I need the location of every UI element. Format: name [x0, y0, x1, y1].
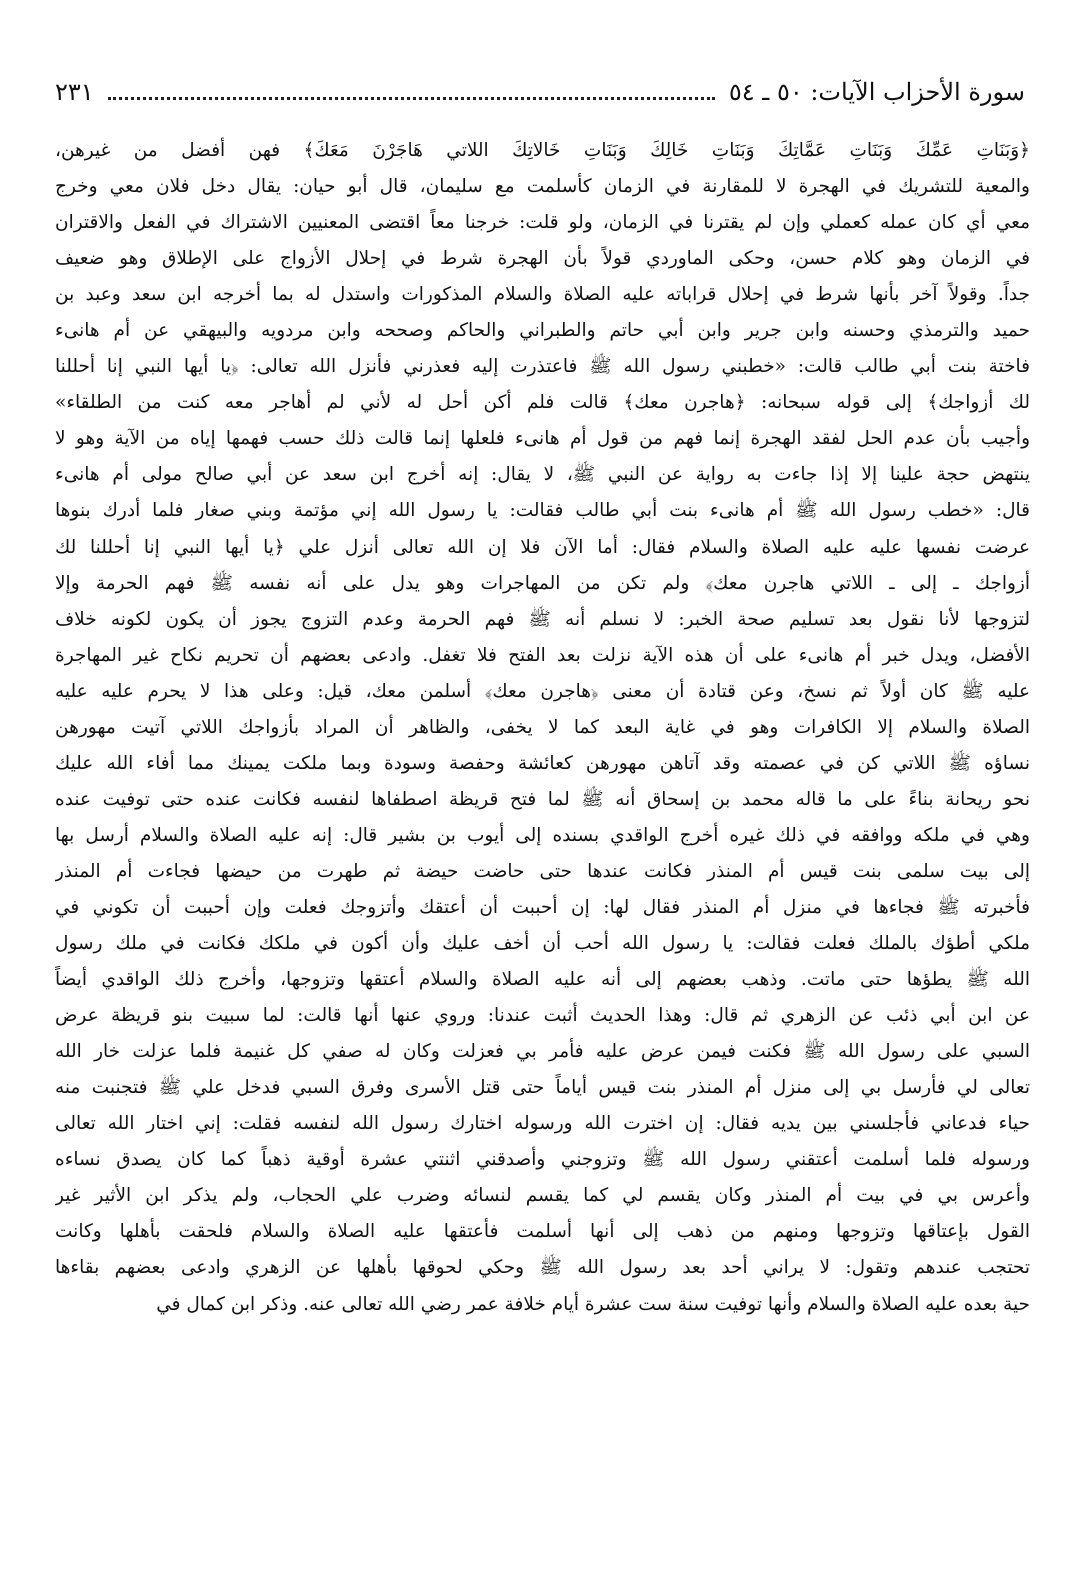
text-line: أزواجك ـ إلى ـ اللاتي هاجرن معك﴾ ولم تكن من المهاجرات وهو يدل على أنه نفسه ﷺ فهم الحرمة وإلا — [55, 572, 1030, 594]
text-line: لتزوجها لأنا نقول بعد تسليم صحة الخبر: لا نسلم أنه ﷺ فهم الحرمة وعدم التزوج يجوز أن يكون لكونه خلاف — [55, 608, 1030, 630]
text-line: فأخبرته ﷺ فجاءها في منزل أم المنذر فقال لها: إن أحببت أن أعتقك وأتزوجك فعلت وإن أحببت أن تكوني في — [55, 896, 1030, 918]
text-line: فاختة بنت أبي طالب قالت: «خطبني رسول الله ﷺ فاعتذرت إليه فعذرني فأنزل الله تعالى: ﴿يا أيها النبي إنا أحللنا — [55, 356, 1030, 378]
text-line: الصلاة والسلام إلا الكافرات وهو في غاية البعد كما لا يخفى، والظاهر أن المراد بأزواجك اللاتي آتيت مهورهن — [55, 716, 1030, 738]
text-line: في الزمان وهو كلام حسن، وحكى الماوردي قولاً بأن الهجرة شرط في إحلال الأزواج على الإطلاق وهو ضعيف — [55, 248, 1030, 270]
text-line: تحتجب عندهم وتقول: لا يراني أحد بعد رسول الله ﷺ وحكي لحوقها بأهلها عن الزهري وادعى بعضهم بقاءها — [55, 1257, 1030, 1279]
text-line: معي أي كان عمله كعملي وإن لم يقترنا في الزمان، ولو قلت: خرجنا معاً اقتضى المعنيين الاشتراك في الفعل والاقتران — [55, 212, 1030, 234]
text-line: جداً. وقولاً آخر بأنها شرط في إحلال قراباته عليه الصلاة والسلام المذكورات واستدل له بما أخرجه ابن سعد وعبد بن — [55, 284, 1030, 306]
text-line: وهي في ملكه ووافقه في ذلك غيره أخرج الواقدي بسنده إلى أيوب بن بشير قال: إنه عليه الصلاة والسلام أرسل بها — [55, 824, 1030, 846]
text-line: عليه ﷺ كان أولاً ثم نسخ، وعن قتادة أن معنى ﴿هاجرن معك﴾ أسلمن معك، قيل: وعلى هذا لا يحرم عليه عليه — [55, 680, 1030, 702]
text-line: ينتهض حجة علينا إلا إذا جاءت به رواية عن النبي ﷺ، لا يقال: إنه أخرج ابن سعد عن أبي صالح مولى أم هانىء — [55, 464, 1030, 486]
surah-title: سورة الأحزاب الآيات: ٥٠ ـ ٥٤ — [728, 78, 1025, 106]
text-line: عرضت نفسها عليه عليه الصلاة والسلام فقال: أما الآن فلا إن الله تعالى أنزل علي ﴿يا أيها النبي إنا أحللنا لك — [55, 536, 1030, 558]
text-line: الله ﷺ يطؤها حتى ماتت. وذهب بعضهم إلى أنه عليه الصلاة والسلام أعتقها وتزوجها، وأخرج ذلك الواقدي أيضاً — [55, 969, 1030, 991]
text-line: حميد والترمذي وحسنه وابن جرير وابن أبي حاتم والطبراني والحاكم وصححه وابن مردويه والبيهقي عن أم هانىء — [55, 320, 1030, 342]
text-line: تعالى لي فأرسل بي إلى منزل أم المنذر بنت قيس أياماً حتى قتل الأسرى وفرق السبي فدخل علي ﷺ فتجنبت منه — [55, 1077, 1030, 1099]
commentary-body — [55, 133, 1030, 1323]
text-line: نحو ريحانة بناءً على ما قاله محمد بن إسحاق أنه ﷺ لما فتح قريظة اصطفاها لنفسه فكانت عنده حتى توفيت عنده — [55, 788, 1030, 810]
text-line: القول بإعتاقها وتزوجها ومنهم من ذهب إلى أنها أسلمت فأعتقها عليه الصلاة والسلام فلحقت بأهلها وكانت — [55, 1221, 1030, 1243]
text-line: ورسوله فلما أسلمت أعتقني رسول الله ﷺ وتزوجني وأصدقني اثنتي عشرة أوقية ذهباً كما كان يصدق نساءه — [55, 1149, 1030, 1171]
text-line: قال: «خطب رسول الله ﷺ أم هانىء بنت أبي طالب فقالت: يا رسول الله إني مؤتمة وبني صغار فلما أدرك بنوها — [55, 500, 1030, 522]
page-number: ٢٣١ — [55, 78, 94, 106]
text-line: نساؤه ﷺ اللاتي كن في عصمته وقد آتاهن مهورهن كعائشة وحفصة وسودة وبما ملكت يمينك مما أفاء الله عليك — [55, 752, 1030, 774]
text-line: الأفضل، ويدل خبر أم هانىء على أن هذه الآية نزلت بعد الفتح فلا تغفل. وادعى بعضهم أن تحريم نكاح غير المهاجرة — [55, 644, 1030, 666]
leader-dots — [108, 97, 715, 100]
text-line: إلى بيت سلمى بنت قيس أم المنذر فكانت عندها حتى حاضت حيضة ثم طهرت من حيضها فجاءت أم المنذر — [55, 860, 1030, 882]
text-line: ملكي أطؤك بالملك فعلت فقالت: يا رسول الله أحب أن أخف عليك وأن أكون في ملكك فكانت في ملك رسول — [55, 933, 1030, 955]
text-line: حية بعده عليه الصلاة والسلام وأنها توفيت سنة ست عشرة أيام خلافة عمر رضي الله تعالى عنه. وذكر ابن كمال في — [156, 1293, 1030, 1315]
text-line: وأعرس بي في بيت أم المنذر وكان يقسم لي كما يقسم لنسائه وضرب علي الحجاب، ولم يذكر ابن الأثير غير — [55, 1185, 1030, 1207]
text-line: وأجيب بأن عدم الحل لفقد الهجرة إنما فهم من قول أم هانىء فلعلها إنما قالت ذلك حسب فهمها إياه من الآية وهو لا — [55, 428, 1030, 450]
text-line: حياء فدعاني فأجلسني بين يديه فقال: إن اخترت الله ورسوله اختارك رسول الله لنفسه فقلت: إني اختار الله تعالى — [55, 1113, 1030, 1135]
text-line: عن ابن أبي ذئب عن الزهري ثم قال: وهذا الحديث أثبت عندنا: وروي عنها أنها قالت: لما سبيت بنو قريظة عرض — [55, 1005, 1030, 1027]
text-line: لك أزواجك﴾ إلى قوله سبحانه: ﴿هاجرن معك﴾ قالت فلم أكن أحل له لأني لم أهاجر معه كنت من الطلقاء» — [55, 392, 1030, 414]
text-line: والمعية للتشريك في الهجرة لا للمقارنة في الزمان كأسلمت مع سليمان، قال أبو حيان: يقال دخل فلان معي وخرج — [55, 176, 1030, 198]
running-header — [55, 70, 1025, 114]
text-line: السبي على رسول الله ﷺ فكنت فيمن عرض عليه فأمر بي فعزلت وكان له صفي كل غنيمة فلما عزلت خار الله — [55, 1041, 1030, 1063]
text-line: ﴿وَبَنَاتِ عَمِّكَ وَبَنَاتِ عَمَّاتِكَ وَبَنَاتِ خَالِكَ وَبَنَاتِ خَالاتِكَ اللاتي هَاجَرْنَ مَعَكَ﴾ فهن أفضل من غيرهن، — [55, 140, 1030, 161]
